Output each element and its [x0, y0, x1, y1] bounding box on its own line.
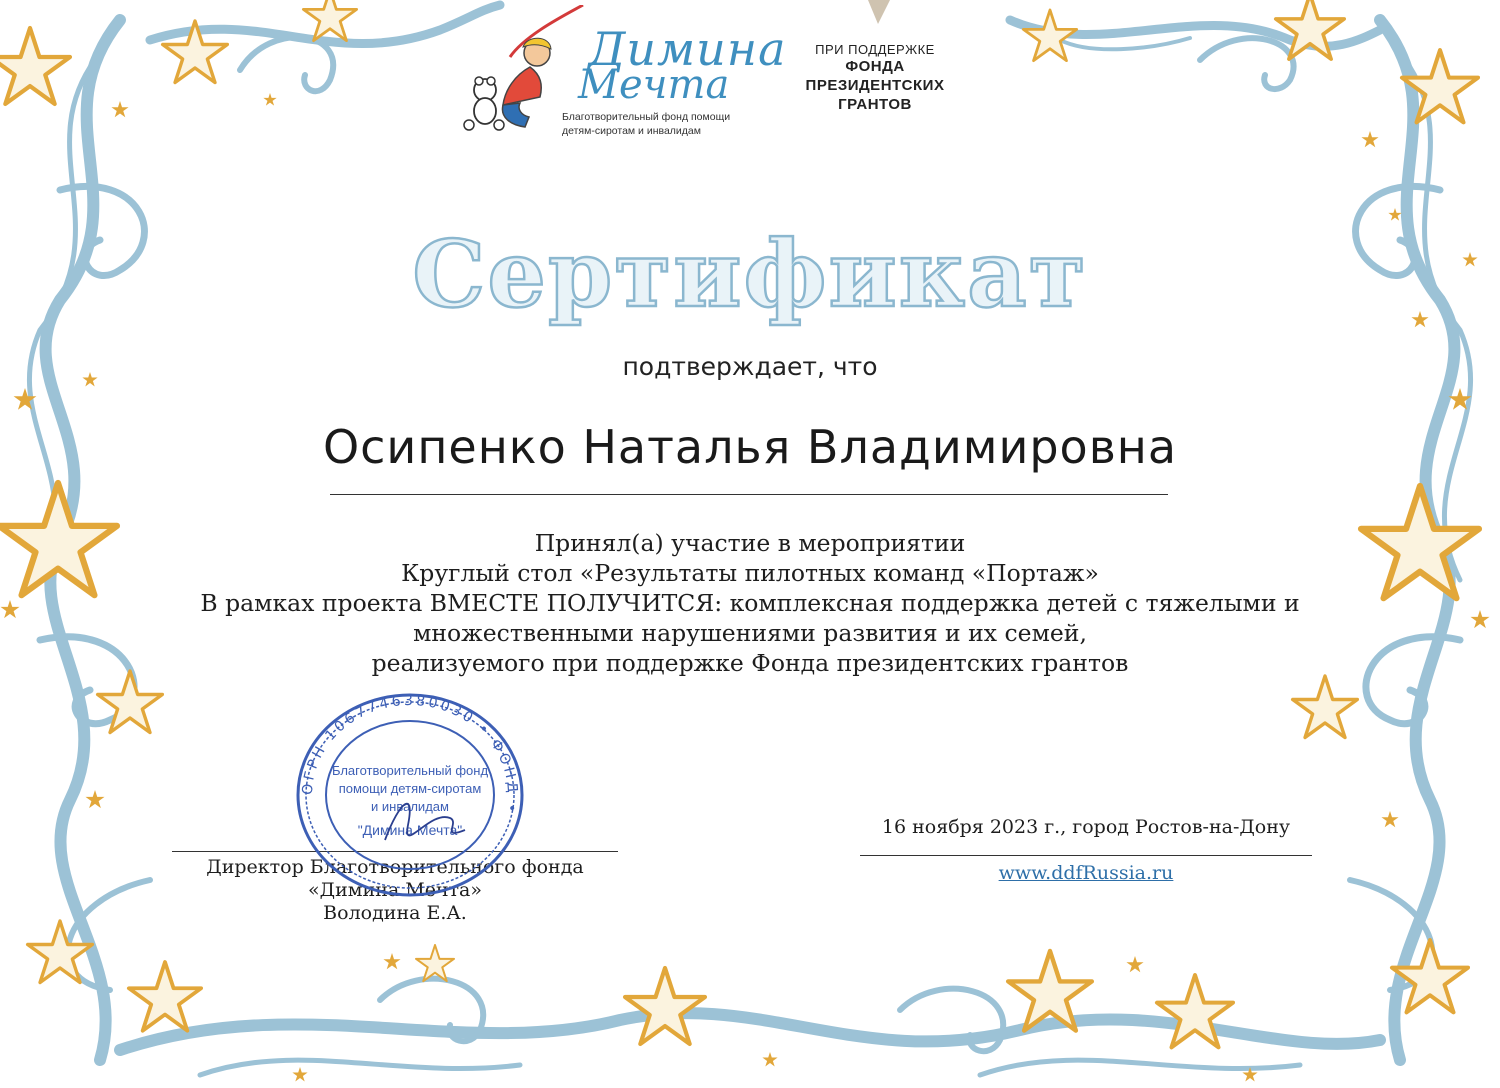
signature-name: Володина Е.А. — [323, 902, 467, 924]
stamp-line3: и инвалидам — [371, 799, 449, 814]
logo-subtitle-line2: детям-сиротам и инвалидам — [562, 125, 701, 137]
body-line-4: множественными нарушениями развития и их семей, — [413, 619, 1087, 647]
stamp-line1: Благотворительный фонд — [331, 763, 489, 778]
certificate-title: Сертификат — [412, 220, 1088, 328]
name-underline — [330, 494, 1168, 495]
logo-subtitle — [562, 110, 752, 138]
date-underline — [860, 855, 1312, 856]
certificate-body — [150, 528, 1350, 678]
official-stamp — [290, 690, 530, 900]
recipient-name: Осипенко Наталья Владимировна — [322, 420, 1178, 474]
logo-subtitle-line1: Благотворительный фонд помощи — [562, 111, 731, 123]
grant-pre-text: ПРИ ПОДДЕРЖКЕ — [815, 42, 935, 57]
grant-fund-block — [780, 42, 970, 114]
body-line-1: Принял(а) участие в мероприятии — [534, 529, 966, 557]
signature-title: Директор Благотворительного фонда — [206, 856, 584, 878]
date-place: 16 ноября 2023 г., город Ростов-на-Дону — [881, 816, 1291, 838]
body-line-5: реализуемого при поддержке Фонда президентских грантов — [371, 649, 1129, 677]
grant-fund-logo-icon — [860, 0, 900, 26]
signature-org: «Димина Мечта» — [308, 879, 482, 901]
logo-title-line1: Димина — [588, 22, 787, 76]
stamp-line4: "Димина Мечта" — [357, 822, 463, 838]
stamp-ring-text: ОГРН 1067746380030 • ФОНД • — [299, 692, 521, 817]
website-link[interactable]: www.ddfRussia.ru — [998, 862, 1174, 884]
grant-line3: ГРАНТОВ — [838, 96, 912, 113]
body-line-3: В рамках проекта ВМЕСТЕ ПОЛУЧИТСЯ: комплексная поддержка детей с тяжелыми и — [200, 589, 1300, 617]
stamp-line2: помощи детям-сиротам — [338, 781, 482, 796]
grant-line1: ФОНДА — [845, 58, 905, 75]
grant-line2: ПРЕЗИДЕНТСКИХ — [805, 77, 945, 94]
confirms-text: подтверждает, что — [622, 352, 878, 381]
body-line-2: Круглый стол «Результаты пилотных команд «Портаж» — [401, 559, 1099, 587]
svg-text:ОГРН 1067746380030 • ФОНД • — [300, 693, 521, 816]
logo-title-line2: Мечта — [578, 62, 730, 108]
